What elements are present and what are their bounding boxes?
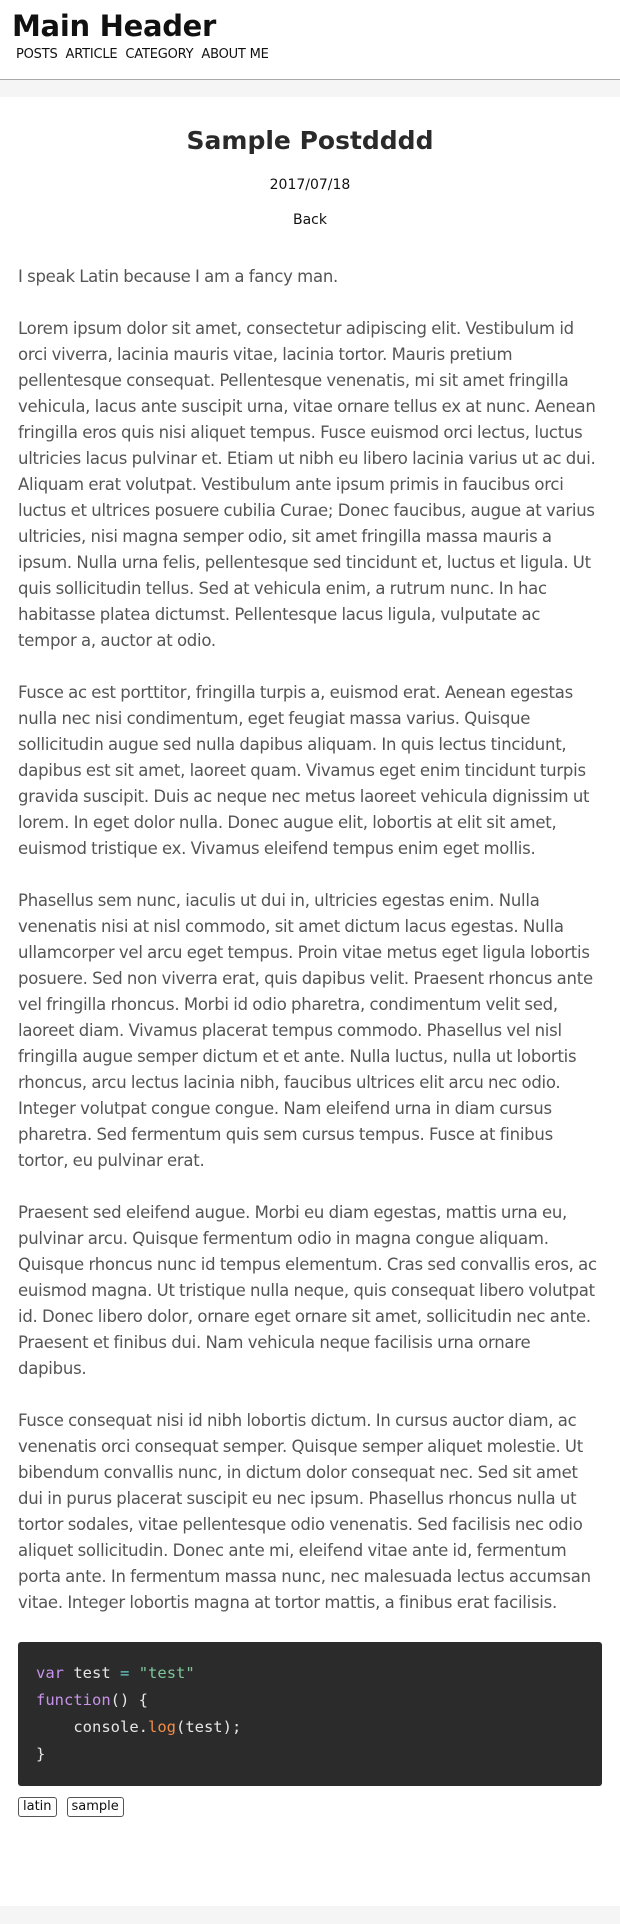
nav-posts[interactable]: POSTS [16, 47, 58, 62]
nav-article[interactable]: ARTICLE [65, 47, 118, 62]
code-object: console. [73, 1718, 148, 1736]
paragraph: Lorem ipsum dolor sit amet, consectetur adipiscing elit. Vestibulum id orci viverra, lacinia mauris vitae, lacinia tortor. Mauris pretium pellentesque consequat. Pellentesque venenatis, mi sit amet fringilla vehicula, lacus ante suscipit urna, vitae ornare tellus ex at nunc. Aenean fringilla eros quis nisi aliquet tempus. Fusce euismod orci lectus, luctus ultricies lacus pulvinar et. Etiam ut nibh eu libero lacinia varius ut ac dui. Aliquam erat volutpat. Vestibulum ante ipsum primis in faucibus orci luctus et ultrices posuere cubilia Curae; Donec faucibus, augue at varius ultricies, nisi magna semper odio, sit amet fringilla massa mauris a ipsum. Nulla urna felis, pellentesque sed tincidunt et, luctus et ligula. Ut quis sollicitudin tellus. Sed at vehicula enim, a rutrum nunc. In hac habitasse platea dictumst. Pellentesque lacus ligula, vulputate ac tempor a, auctor at odio. [18, 319, 596, 650]
nav-category[interactable]: CATEGORY [125, 47, 194, 62]
code-line-3 [36, 1718, 241, 1736]
code-args: (test); [175, 1718, 242, 1736]
paragraph-intro: I speak Latin because I am a fancy man. [18, 267, 339, 286]
code-keyword: var [36, 1664, 64, 1682]
code-line-1 [36, 1664, 195, 1682]
code-string: "test" [138, 1664, 195, 1682]
tag-sample[interactable]: sample [67, 1797, 124, 1817]
post-date: 2017/07/18 [269, 177, 351, 193]
site-header [0, 0, 620, 80]
code-identifier: test [73, 1664, 111, 1682]
tag-latin[interactable]: latin [18, 1797, 57, 1817]
post-container [0, 97, 620, 1906]
header-spacer [0, 80, 620, 97]
site-title[interactable]: Main Header [12, 9, 217, 43]
post-title: Sample Postdddd [186, 126, 434, 155]
post-body [18, 264, 602, 1817]
code-line-4: } [36, 1745, 46, 1763]
paragraph: Phasellus sem nunc, iaculis ut dui in, ultricies egestas enim. Nulla venenatis nisi at nisl commodo, sit amet dictum lacus egestas. Nulla ullamcorper vel arcu eget tempus. Proin vitae metus eget ligula lobortis posuere. Sed non viverra erat, quis dapibus velit. Praesent rhoncus ante vel fringilla rhoncus. Morbi id odio pharetra, condimentum velit sed, laoreet diam. Vivamus placerat tempus commodo. Phasellus vel nisl fringilla augue semper dictum et et ante. Nulla luctus, nulla ut lobortis rhoncus, arcu lectus lacinia nibh, faucibus ultrices elit arcu nec odio. Integer volutpat congue congue. Nam eleifend urna in diam cursus pharetra. Sed fermentum quis sem cursus tempus. Fusce at finibus tortor, eu pulvinar erat. [18, 891, 593, 1170]
back-link[interactable]: Back [293, 212, 327, 228]
code-function: log [147, 1718, 176, 1736]
code-line-2 [36, 1691, 148, 1709]
code-keyword: function [36, 1691, 111, 1709]
code-punctuation: () { [110, 1691, 148, 1709]
main-nav [12, 46, 620, 64]
code-block [18, 1642, 602, 1786]
paragraph: Praesent sed eleifend augue. Morbi eu diam egestas, mattis urna eu, pulvinar arcu. Quisque fermentum odio in magna congue aliquam. Quisque rhoncus nunc id tempus elementum. Cras sed convallis eros, ac euismod magna. Ut tristique nulla neque, quis consequat libero volutpat id. Donec libero dolor, ornare eget ornare sit amet, sollicitudin nec ante. Praesent et finibus dui. Nam vehicula neque facilisis urna ornare dapibus. [18, 1203, 597, 1378]
paragraph: Fusce consequat nisi id nibh lobortis dictum. In cursus auctor diam, ac venenatis orci consequat semper. Quisque semper aliquet molestie. Ut bibendum convallis nunc, in dictum dolor consequat nec. Sed sit amet dui in purus placerat suscipit eu nec ipsum. Phasellus rhoncus nulla ut tortor sodales, vitae pellentesque odio venenatis. Sed facilisis nec odio aliquet sollicitudin. Donec ante mi, eleifend vitae ante id, fermentum porta ante. In fermentum massa nunc, nec malesuada lectus accumsan vitae. Integer lobortis magna at tortor mattis, a finibus erat facilisis. [18, 1411, 591, 1612]
nav-about-me[interactable]: ABOUT ME [201, 47, 269, 62]
tag-list [18, 1797, 602, 1817]
paragraph: Fusce ac est porttitor, fringilla turpis a, euismod erat. Aenean egestas nulla nec nisi condimentum, eget feugiat massa varius. Quisque sollicitudin augue sed nulla dapibus aliquam. In quis lectus tincidunt, dapibus est sit amet, laoreet quam. Vivamus eget enim tincidunt turpis gravida suscipit. Duis ac neque nec metus laoreet vehicula dignissim ut lorem. In eget dolor nulla. Donec augue elit, lobortis at elit sit amet, euismod tristique ex. Vivamus eleifend tempus enim eget mollis. [18, 683, 590, 858]
code-operator: = [120, 1664, 130, 1682]
